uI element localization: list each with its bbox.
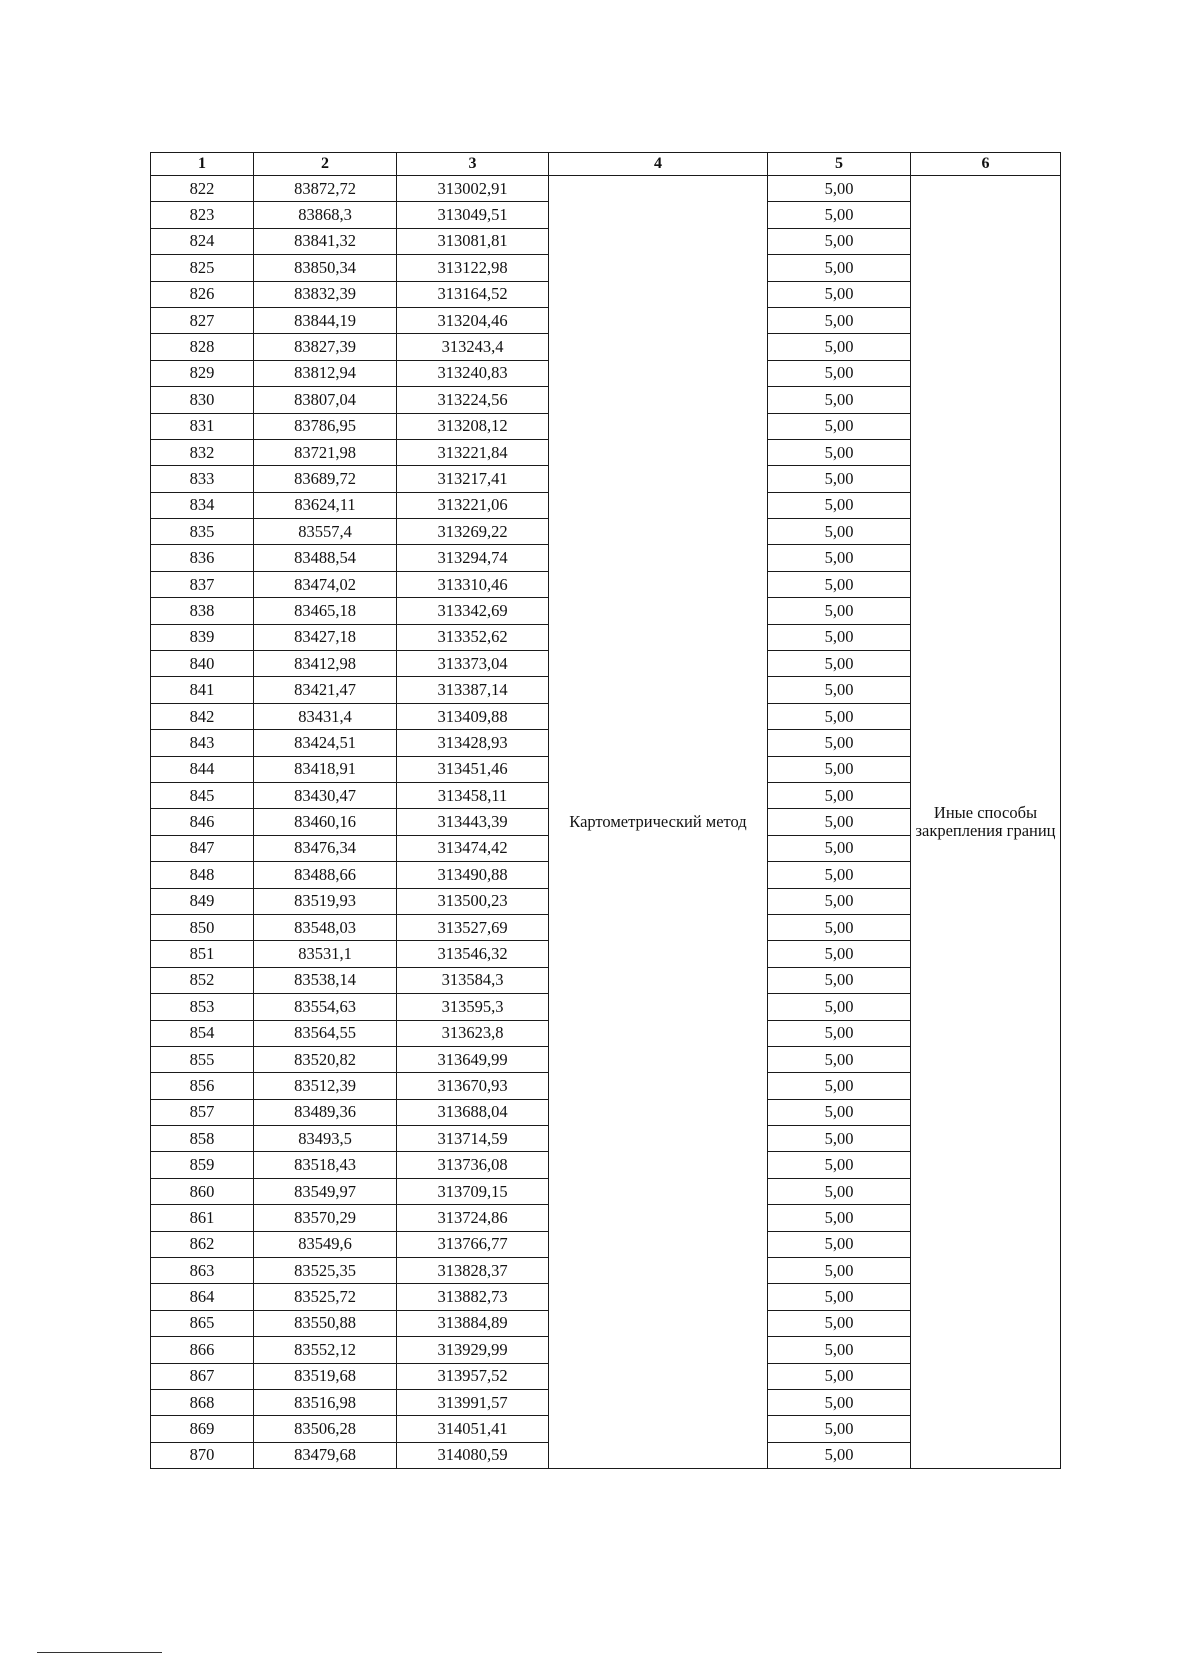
y-coordinate-cell: 313443,39 [397, 809, 549, 835]
x-coordinate-cell: 83564,55 [254, 1020, 397, 1046]
x-coordinate-cell: 83412,98 [254, 651, 397, 677]
table-row [151, 176, 1061, 202]
table-body [151, 176, 1061, 1469]
accuracy-cell: 5,00 [768, 334, 911, 360]
header-col-1: 1 [151, 153, 254, 176]
accuracy-cell: 5,00 [768, 1073, 911, 1099]
header-col-4: 4 [549, 153, 768, 176]
y-coordinate-cell: 313474,42 [397, 835, 549, 861]
point-number-cell: 846 [151, 809, 254, 835]
point-number-cell: 868 [151, 1389, 254, 1415]
accuracy-cell: 5,00 [768, 1310, 911, 1336]
x-coordinate-cell: 83430,47 [254, 782, 397, 808]
point-number-cell: 832 [151, 439, 254, 465]
x-coordinate-cell: 83549,97 [254, 1178, 397, 1204]
accuracy-cell: 5,00 [768, 835, 911, 861]
accuracy-cell: 5,00 [768, 624, 911, 650]
accuracy-cell: 5,00 [768, 730, 911, 756]
x-coordinate-cell: 83427,18 [254, 624, 397, 650]
accuracy-cell: 5,00 [768, 519, 911, 545]
y-coordinate-cell: 313208,12 [397, 413, 549, 439]
accuracy-cell: 5,00 [768, 1178, 911, 1204]
x-coordinate-cell: 83476,34 [254, 835, 397, 861]
y-coordinate-cell: 313957,52 [397, 1363, 549, 1389]
header-row [151, 153, 1061, 176]
y-coordinate-cell: 313240,83 [397, 360, 549, 386]
x-coordinate-cell: 83488,66 [254, 862, 397, 888]
accuracy-cell: 5,00 [768, 677, 911, 703]
point-number-cell: 847 [151, 835, 254, 861]
table-header [151, 153, 1061, 176]
accuracy-cell: 5,00 [768, 941, 911, 967]
accuracy-cell: 5,00 [768, 1126, 911, 1152]
y-coordinate-cell: 313546,32 [397, 941, 549, 967]
x-coordinate-cell: 83489,36 [254, 1099, 397, 1125]
y-coordinate-cell: 313164,52 [397, 281, 549, 307]
y-coordinate-cell: 313688,04 [397, 1099, 549, 1125]
point-number-cell: 852 [151, 967, 254, 993]
point-number-cell: 869 [151, 1416, 254, 1442]
y-coordinate-cell: 313409,88 [397, 703, 549, 729]
accuracy-cell: 5,00 [768, 1046, 911, 1072]
x-coordinate-cell: 83689,72 [254, 466, 397, 492]
accuracy-cell: 5,00 [768, 1205, 911, 1231]
accuracy-cell: 5,00 [768, 545, 911, 571]
x-coordinate-cell: 83512,39 [254, 1073, 397, 1099]
point-number-cell: 865 [151, 1310, 254, 1336]
y-coordinate-cell: 313828,37 [397, 1258, 549, 1284]
point-number-cell: 842 [151, 703, 254, 729]
point-number-cell: 854 [151, 1020, 254, 1046]
accuracy-cell: 5,00 [768, 413, 911, 439]
point-number-cell: 833 [151, 466, 254, 492]
x-coordinate-cell: 83493,5 [254, 1126, 397, 1152]
x-coordinate-cell: 83525,35 [254, 1258, 397, 1284]
point-number-cell: 831 [151, 413, 254, 439]
x-coordinate-cell: 83520,82 [254, 1046, 397, 1072]
accuracy-cell: 5,00 [768, 598, 911, 624]
y-coordinate-cell: 314051,41 [397, 1416, 549, 1442]
accuracy-cell: 5,00 [768, 255, 911, 281]
fixing-method-cell: Иные способы закрепления границ [911, 176, 1061, 1469]
y-coordinate-cell: 313352,62 [397, 624, 549, 650]
x-coordinate-cell: 83552,12 [254, 1337, 397, 1363]
x-coordinate-cell: 83479,68 [254, 1442, 397, 1468]
accuracy-cell: 5,00 [768, 387, 911, 413]
x-coordinate-cell: 83460,16 [254, 809, 397, 835]
point-number-cell: 823 [151, 202, 254, 228]
point-number-cell: 860 [151, 1178, 254, 1204]
accuracy-cell: 5,00 [768, 651, 911, 677]
point-number-cell: 828 [151, 334, 254, 360]
y-coordinate-cell: 313243,4 [397, 334, 549, 360]
point-number-cell: 824 [151, 228, 254, 254]
x-coordinate-cell: 83474,02 [254, 571, 397, 597]
y-coordinate-cell: 313458,11 [397, 782, 549, 808]
x-coordinate-cell: 83868,3 [254, 202, 397, 228]
x-coordinate-cell: 83506,28 [254, 1416, 397, 1442]
x-coordinate-cell: 83519,93 [254, 888, 397, 914]
point-number-cell: 851 [151, 941, 254, 967]
accuracy-cell: 5,00 [768, 809, 911, 835]
y-coordinate-cell: 313451,46 [397, 756, 549, 782]
y-coordinate-cell: 313595,3 [397, 994, 549, 1020]
accuracy-cell: 5,00 [768, 1363, 911, 1389]
accuracy-cell: 5,00 [768, 1231, 911, 1257]
x-coordinate-cell: 83554,63 [254, 994, 397, 1020]
x-coordinate-cell: 83518,43 [254, 1152, 397, 1178]
y-coordinate-cell: 313736,08 [397, 1152, 549, 1178]
accuracy-cell: 5,00 [768, 782, 911, 808]
accuracy-cell: 5,00 [768, 307, 911, 333]
y-coordinate-cell: 313269,22 [397, 519, 549, 545]
point-number-cell: 859 [151, 1152, 254, 1178]
point-number-cell: 829 [151, 360, 254, 386]
footnote-separator [37, 1652, 162, 1653]
x-coordinate-cell: 83872,72 [254, 176, 397, 202]
x-coordinate-cell: 83549,6 [254, 1231, 397, 1257]
x-coordinate-cell: 83721,98 [254, 439, 397, 465]
point-number-cell: 838 [151, 598, 254, 624]
accuracy-cell: 5,00 [768, 176, 911, 202]
accuracy-cell: 5,00 [768, 1337, 911, 1363]
x-coordinate-cell: 83531,1 [254, 941, 397, 967]
point-number-cell: 849 [151, 888, 254, 914]
x-coordinate-cell: 83431,4 [254, 703, 397, 729]
point-number-cell: 862 [151, 1231, 254, 1257]
x-coordinate-cell: 83516,98 [254, 1389, 397, 1415]
point-number-cell: 834 [151, 492, 254, 518]
y-coordinate-cell: 313387,14 [397, 677, 549, 703]
accuracy-cell: 5,00 [768, 1389, 911, 1415]
y-coordinate-cell: 313527,69 [397, 914, 549, 940]
accuracy-cell: 5,00 [768, 492, 911, 518]
point-number-cell: 866 [151, 1337, 254, 1363]
point-number-cell: 857 [151, 1099, 254, 1125]
accuracy-cell: 5,00 [768, 994, 911, 1020]
y-coordinate-cell: 313714,59 [397, 1126, 549, 1152]
y-coordinate-cell: 313490,88 [397, 862, 549, 888]
header-col-3: 3 [397, 153, 549, 176]
y-coordinate-cell: 313204,46 [397, 307, 549, 333]
header-col-6: 6 [911, 153, 1061, 176]
accuracy-cell: 5,00 [768, 888, 911, 914]
x-coordinate-cell: 83424,51 [254, 730, 397, 756]
y-coordinate-cell: 313373,04 [397, 651, 549, 677]
point-number-cell: 841 [151, 677, 254, 703]
y-coordinate-cell: 314080,59 [397, 1442, 549, 1468]
accuracy-cell: 5,00 [768, 360, 911, 386]
x-coordinate-cell: 83841,32 [254, 228, 397, 254]
accuracy-cell: 5,00 [768, 466, 911, 492]
y-coordinate-cell: 313670,93 [397, 1073, 549, 1099]
y-coordinate-cell: 313224,56 [397, 387, 549, 413]
y-coordinate-cell: 313884,89 [397, 1310, 549, 1336]
accuracy-cell: 5,00 [768, 439, 911, 465]
accuracy-cell: 5,00 [768, 1099, 911, 1125]
x-coordinate-cell: 83550,88 [254, 1310, 397, 1336]
x-coordinate-cell: 83538,14 [254, 967, 397, 993]
x-coordinate-cell: 83525,72 [254, 1284, 397, 1310]
accuracy-cell: 5,00 [768, 914, 911, 940]
y-coordinate-cell: 313221,84 [397, 439, 549, 465]
x-coordinate-cell: 83570,29 [254, 1205, 397, 1231]
y-coordinate-cell: 313081,81 [397, 228, 549, 254]
accuracy-cell: 5,00 [768, 571, 911, 597]
x-coordinate-cell: 83850,34 [254, 255, 397, 281]
y-coordinate-cell: 313122,98 [397, 255, 549, 281]
x-coordinate-cell: 83827,39 [254, 334, 397, 360]
point-number-cell: 826 [151, 281, 254, 307]
point-number-cell: 858 [151, 1126, 254, 1152]
point-number-cell: 839 [151, 624, 254, 650]
x-coordinate-cell: 83624,11 [254, 492, 397, 518]
y-coordinate-cell: 313310,46 [397, 571, 549, 597]
x-coordinate-cell: 83557,4 [254, 519, 397, 545]
y-coordinate-cell: 313342,69 [397, 598, 549, 624]
point-number-cell: 863 [151, 1258, 254, 1284]
point-number-cell: 843 [151, 730, 254, 756]
y-coordinate-cell: 313623,8 [397, 1020, 549, 1046]
header-col-2: 2 [254, 153, 397, 176]
x-coordinate-cell: 83418,91 [254, 756, 397, 782]
point-number-cell: 844 [151, 756, 254, 782]
point-number-cell: 867 [151, 1363, 254, 1389]
y-coordinate-cell: 313929,99 [397, 1337, 549, 1363]
method-cell: Картометрический метод [549, 176, 768, 1469]
x-coordinate-cell: 83844,19 [254, 307, 397, 333]
accuracy-cell: 5,00 [768, 862, 911, 888]
accuracy-cell: 5,00 [768, 703, 911, 729]
y-coordinate-cell: 313294,74 [397, 545, 549, 571]
point-number-cell: 822 [151, 176, 254, 202]
accuracy-cell: 5,00 [768, 1416, 911, 1442]
y-coordinate-cell: 313217,41 [397, 466, 549, 492]
point-number-cell: 830 [151, 387, 254, 413]
point-number-cell: 870 [151, 1442, 254, 1468]
y-coordinate-cell: 313428,93 [397, 730, 549, 756]
x-coordinate-cell: 83807,04 [254, 387, 397, 413]
accuracy-cell: 5,00 [768, 202, 911, 228]
y-coordinate-cell: 313649,99 [397, 1046, 549, 1072]
boundary-points-table [150, 152, 1061, 1469]
x-coordinate-cell: 83488,54 [254, 545, 397, 571]
x-coordinate-cell: 83519,68 [254, 1363, 397, 1389]
accuracy-cell: 5,00 [768, 967, 911, 993]
point-number-cell: 827 [151, 307, 254, 333]
y-coordinate-cell: 313766,77 [397, 1231, 549, 1257]
y-coordinate-cell: 313500,23 [397, 888, 549, 914]
x-coordinate-cell: 83832,39 [254, 281, 397, 307]
accuracy-cell: 5,00 [768, 1284, 911, 1310]
accuracy-cell: 5,00 [768, 1152, 911, 1178]
accuracy-cell: 5,00 [768, 1258, 911, 1284]
y-coordinate-cell: 313002,91 [397, 176, 549, 202]
point-number-cell: 861 [151, 1205, 254, 1231]
accuracy-cell: 5,00 [768, 756, 911, 782]
point-number-cell: 825 [151, 255, 254, 281]
point-number-cell: 856 [151, 1073, 254, 1099]
header-col-5: 5 [768, 153, 911, 176]
accuracy-cell: 5,00 [768, 1442, 911, 1468]
point-number-cell: 837 [151, 571, 254, 597]
y-coordinate-cell: 313049,51 [397, 202, 549, 228]
point-number-cell: 855 [151, 1046, 254, 1072]
point-number-cell: 836 [151, 545, 254, 571]
accuracy-cell: 5,00 [768, 281, 911, 307]
accuracy-cell: 5,00 [768, 228, 911, 254]
y-coordinate-cell: 313584,3 [397, 967, 549, 993]
y-coordinate-cell: 313709,15 [397, 1178, 549, 1204]
y-coordinate-cell: 313724,86 [397, 1205, 549, 1231]
point-number-cell: 864 [151, 1284, 254, 1310]
x-coordinate-cell: 83421,47 [254, 677, 397, 703]
x-coordinate-cell: 83812,94 [254, 360, 397, 386]
point-number-cell: 845 [151, 782, 254, 808]
y-coordinate-cell: 313221,06 [397, 492, 549, 518]
x-coordinate-cell: 83465,18 [254, 598, 397, 624]
point-number-cell: 840 [151, 651, 254, 677]
accuracy-cell: 5,00 [768, 1020, 911, 1046]
point-number-cell: 853 [151, 994, 254, 1020]
y-coordinate-cell: 313882,73 [397, 1284, 549, 1310]
point-number-cell: 835 [151, 519, 254, 545]
x-coordinate-cell: 83786,95 [254, 413, 397, 439]
point-number-cell: 848 [151, 862, 254, 888]
point-number-cell: 850 [151, 914, 254, 940]
x-coordinate-cell: 83548,03 [254, 914, 397, 940]
y-coordinate-cell: 313991,57 [397, 1389, 549, 1415]
